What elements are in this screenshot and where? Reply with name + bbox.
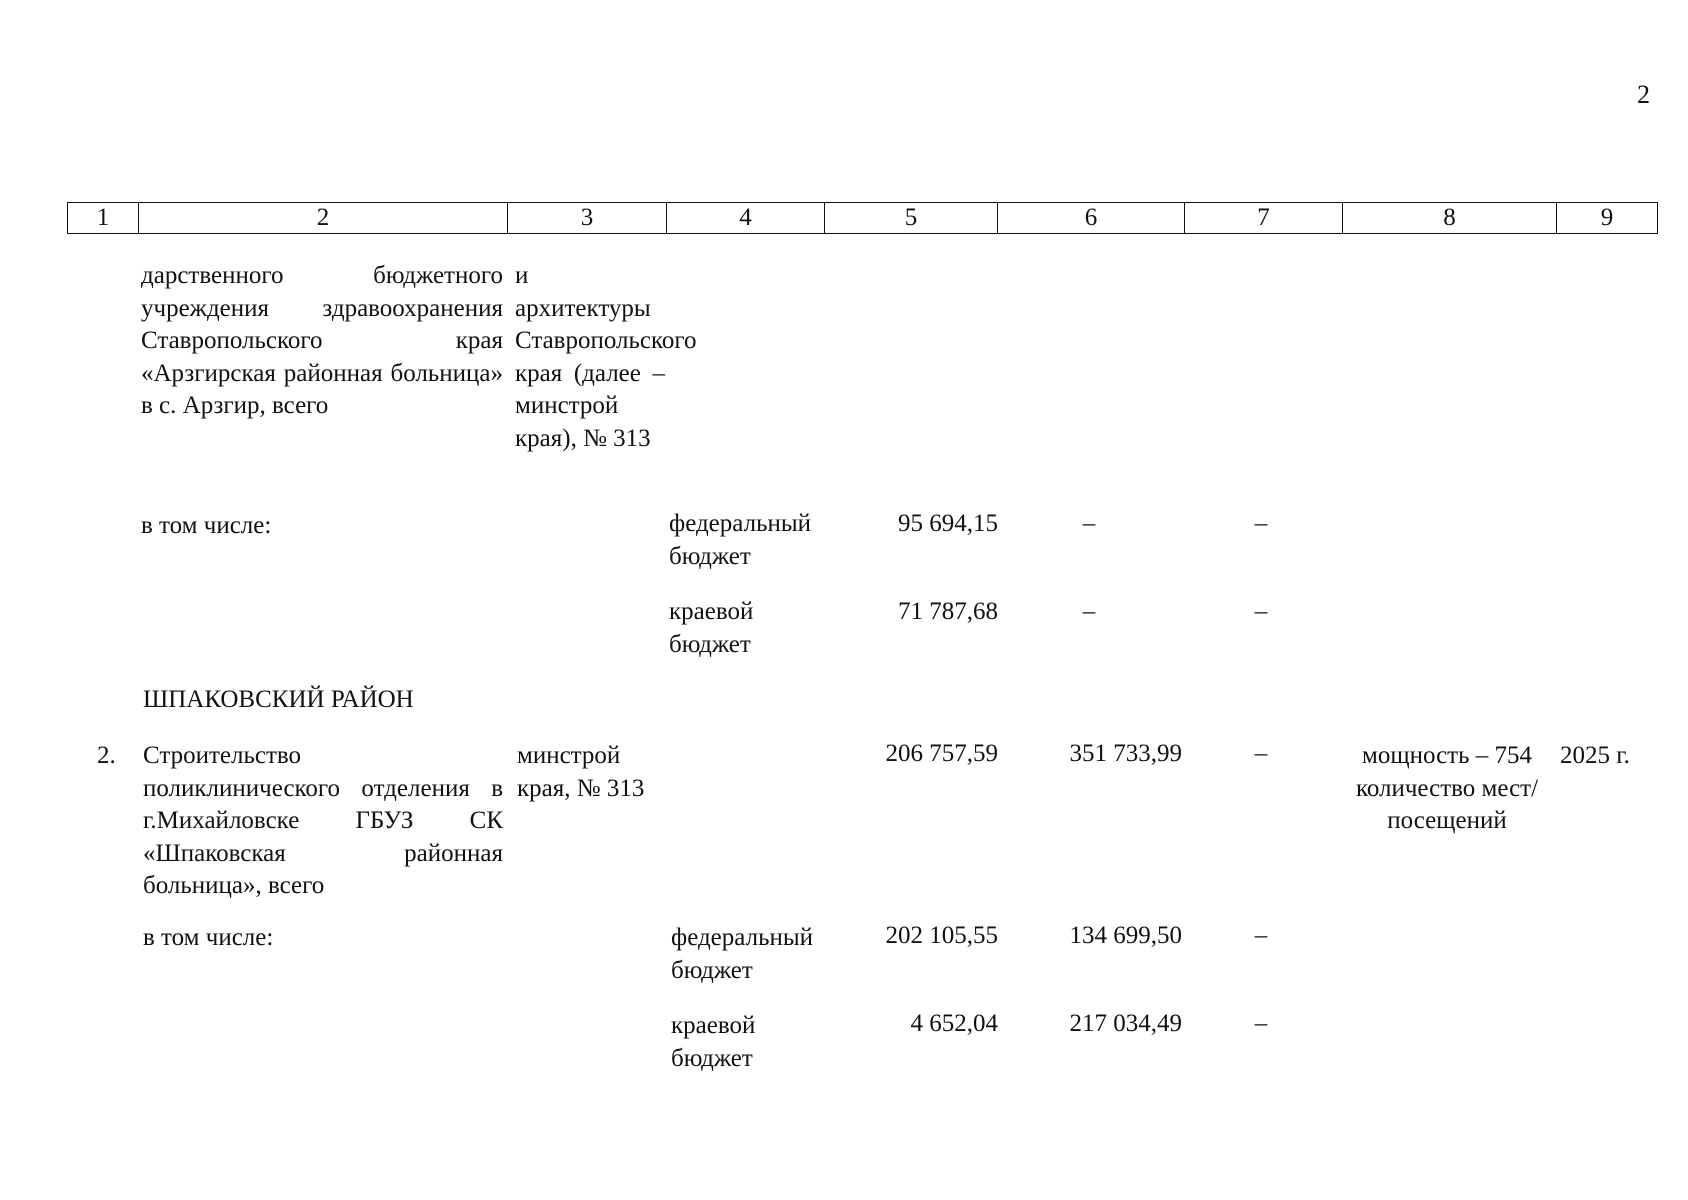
item1-federal-col5: 95 694,15 [898,510,998,537]
column-header-9: 9 [1557,203,1658,234]
item1-federal-col6: – [1082,510,1096,537]
item2-breakdown-label: в том числе: [143,924,274,951]
column-header-5: 5 [825,203,998,234]
item2-regional-col6: 217 034,49 [1069,1010,1182,1037]
item1-regional-col6: – [1082,598,1096,625]
column-header-7: 7 [1185,203,1343,234]
item2-name: Строительство поликлинического отделения в г.Михайловске ГБУЗ СК «Шпаковская районная больница», всего [143,742,503,899]
item1-federal-col7: – [1254,510,1268,537]
item1-regional-col5: 71 787,68 [898,598,998,625]
column-header-8: 8 [1343,203,1557,234]
item2-executor: минстрой края, № 313 [517,742,645,802]
item2-federal-col6: 134 699,50 [1069,922,1182,949]
item2-col7: – [1254,740,1268,767]
column-header-2: 2 [139,203,508,234]
item1-regional-source: краевой бюджет [669,598,754,658]
item2-number: 2. [97,742,116,769]
column-header-4: 4 [667,203,825,234]
column-header-table [67,202,1658,234]
item1-executor: и архитектуры Ставропольского края (далее – минстрой края), № 313 [515,262,697,452]
item2-year: 2025 г. [1560,742,1630,769]
column-header-1: 1 [68,203,139,234]
item2-regional-col7: – [1254,1010,1268,1037]
item1-name: дарственного бюджетного учреждения здравоохранения Ставропольского края «Арзгирская районная больница» в с. Арзгир, всего [141,262,503,419]
item2-capacity: мощность – 754 количество мест/ посещений [1355,742,1539,834]
item2-col5: 206 757,59 [885,740,998,767]
item2-federal-col5: 202 105,55 [885,922,998,949]
item2-federal-col7: – [1254,922,1268,949]
item2-regional-col5: 4 652,04 [910,1010,998,1037]
item1-breakdown-label: в том числе: [141,512,272,539]
item1-regional-col7: – [1254,598,1268,625]
column-header-6: 6 [998,203,1185,234]
item2-federal-source: федеральный бюджет [671,924,814,984]
item1-federal-source: федеральный бюджет [669,510,812,570]
item2-regional-source: краевой бюджет [671,1012,756,1072]
section-title: ШПАКОВСКИЙ РАЙОН [143,686,414,713]
page-number: 2 [1637,80,1650,109]
column-header-3: 3 [508,203,667,234]
item2-col6: 351 733,99 [1069,740,1182,767]
